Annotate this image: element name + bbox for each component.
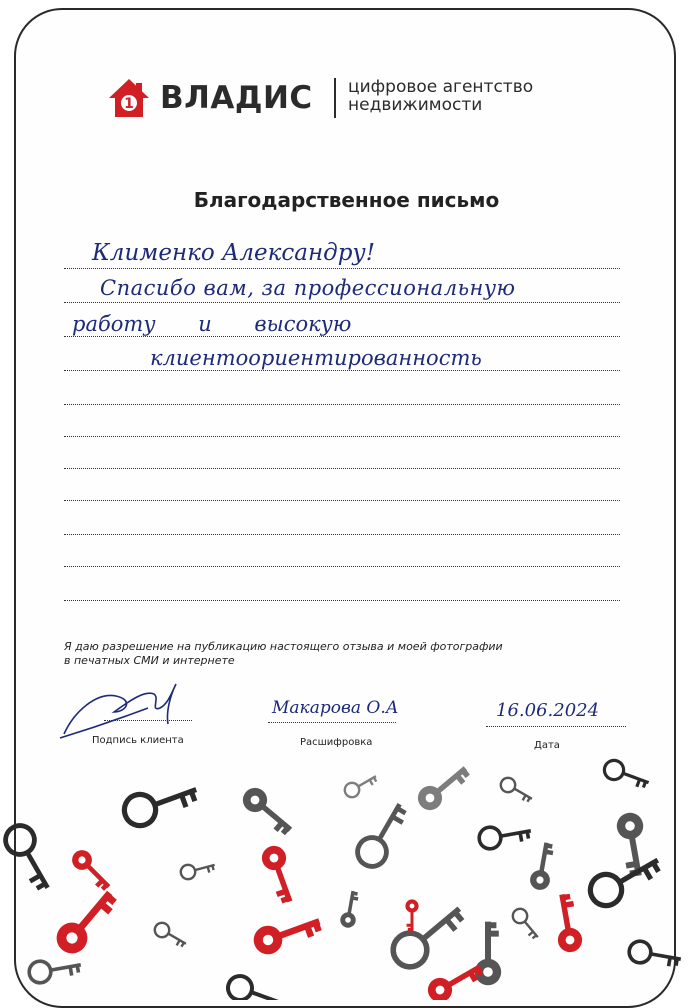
key-icon bbox=[405, 899, 418, 931]
logo-digit: 1 bbox=[124, 96, 134, 112]
writing-line bbox=[64, 566, 620, 567]
consent-line-1: Я даю разрешение на публикацию настоящего отзыва и моей фотографии bbox=[64, 640, 503, 653]
key-icon bbox=[477, 820, 532, 850]
client-signature-label: Подпись клиента bbox=[92, 735, 184, 746]
writing-line bbox=[64, 302, 620, 303]
key-icon bbox=[179, 858, 216, 881]
decode-value: Макарова О.А bbox=[272, 698, 399, 718]
key-icon bbox=[68, 846, 116, 894]
key-icon bbox=[602, 758, 652, 792]
writing-line bbox=[64, 336, 620, 337]
key-icon bbox=[152, 920, 189, 950]
writing-line bbox=[64, 600, 620, 601]
date-label: Дата bbox=[534, 740, 560, 751]
logo-divider bbox=[334, 78, 336, 118]
document-title: Благодарственное письмо bbox=[193, 188, 500, 212]
writing-line bbox=[64, 404, 620, 405]
writing-line bbox=[64, 468, 620, 469]
writing-line bbox=[64, 436, 620, 437]
key-icon bbox=[342, 770, 379, 800]
key-icon bbox=[27, 954, 82, 984]
house-logo-icon bbox=[108, 78, 150, 118]
client-signature-icon bbox=[56, 672, 186, 744]
decode-line bbox=[268, 722, 396, 723]
key-icon bbox=[120, 775, 202, 830]
handwritten-line-1: Клименко Александру! bbox=[92, 240, 376, 266]
key-icon bbox=[510, 906, 543, 942]
handwritten-line-4: клиентоориентированность bbox=[150, 346, 482, 370]
key-icon bbox=[386, 896, 470, 974]
brand-tagline-line1: цифровое агентство bbox=[348, 77, 534, 97]
key-icon bbox=[225, 973, 288, 1000]
key-icon bbox=[258, 842, 301, 905]
date-value: 16.06.2024 bbox=[496, 700, 600, 721]
key-icon bbox=[339, 890, 361, 929]
key-icon bbox=[550, 892, 584, 954]
client-signature-line bbox=[104, 720, 192, 721]
brand-tagline-line2: недвижимости bbox=[348, 95, 483, 115]
keys-pattern bbox=[0, 740, 693, 1000]
key-icon bbox=[50, 883, 121, 960]
writing-line bbox=[64, 370, 620, 371]
key-icon bbox=[352, 797, 412, 872]
key-icon bbox=[585, 847, 666, 912]
key-icon bbox=[498, 775, 535, 805]
key-icon bbox=[413, 759, 473, 815]
writing-line bbox=[64, 534, 620, 535]
key-icon bbox=[529, 841, 557, 891]
key-icon bbox=[423, 956, 486, 1000]
brand-name: ВЛАДИС bbox=[160, 80, 313, 116]
key-icon bbox=[0, 820, 60, 895]
key-icon bbox=[250, 908, 325, 958]
brand-tagline bbox=[348, 78, 533, 114]
date-line bbox=[486, 726, 626, 727]
publication-consent bbox=[64, 640, 564, 668]
writing-line bbox=[64, 268, 620, 269]
consent-line-2: в печатных СМИ и интернете bbox=[64, 654, 235, 667]
key-icon bbox=[627, 939, 682, 969]
decode-label: Расшифровка bbox=[300, 737, 373, 748]
handwritten-line-2: Спасибо вам, за профессиональную bbox=[100, 276, 516, 300]
key-icon bbox=[238, 783, 298, 839]
handwritten-line-3: работу и высокую bbox=[72, 312, 352, 336]
writing-line bbox=[64, 500, 620, 501]
